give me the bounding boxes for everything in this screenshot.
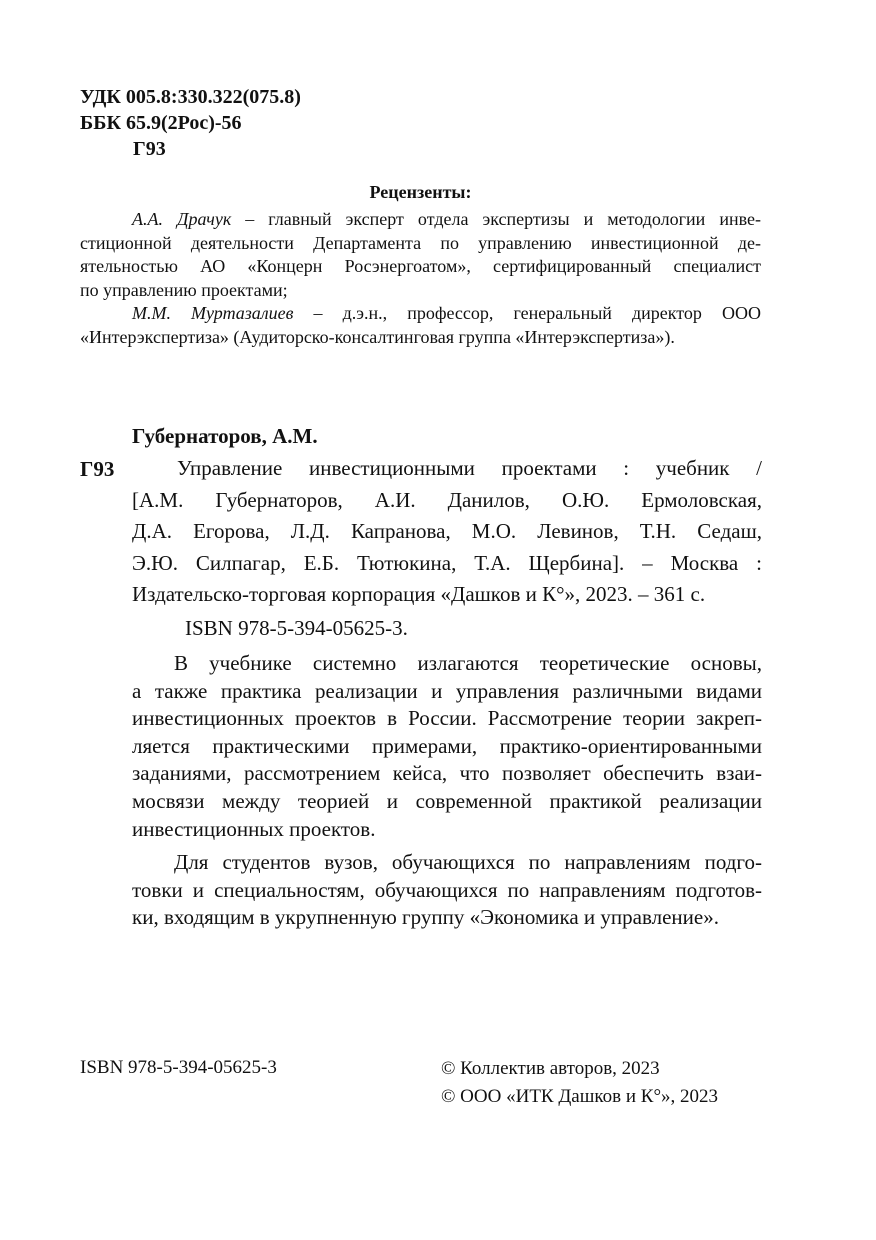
bbk-code: ББК 65.9(2Рос)-56	[80, 112, 242, 134]
annotation-line: ляется практическими примерами, практико-ориентированными	[132, 733, 762, 758]
annotation-line: а также практика реализации и управления различными видами	[132, 678, 762, 703]
reviewers-block	[80, 181, 761, 349]
reviewer-1-line: стиционной деятельности Департамента по управлению инвестиционной де-	[80, 232, 761, 253]
record-isbn: ISBN 978-5-394-05625-3.	[185, 616, 408, 640]
annotation-line: инвестиционных проектов в России. Рассмотрение теории закреп-	[132, 706, 762, 731]
record-cipher: Г93	[80, 457, 115, 481]
record-line: Издательско-торговая корпорация «Дашков и К°», 2023. – 361 с.	[132, 582, 706, 606]
reviewer-2-name: М.М. Муртазалиев	[132, 303, 294, 323]
record-author: Губернаторов, А.М.	[132, 424, 318, 448]
annotation-line: В учебнике системно излагаются теоретические основы,	[174, 651, 762, 675]
record-line: Э.Ю. Силпагар, Е.Б. Тютюкина, Т.А. Щербина]. – Москва :	[132, 550, 762, 575]
reviewer-2-line: «Интерэкспертиза» (Аудиторско-консалтинговая группа «Интерэкспертиза»).	[80, 326, 675, 347]
reviewer-1-name: А.А. Драчук	[132, 209, 232, 229]
author-mark: Г93	[133, 138, 166, 160]
copyright-publisher: © ООО «ИТК Дашков и К°», 2023	[441, 1086, 719, 1107]
annotation-line: ки, входящим в укрупненную группу «Экономика и управление».	[132, 905, 719, 930]
record-line: [А.М. Губернаторов, А.И. Данилов, О.Ю. Ермоловская,	[132, 487, 762, 512]
annotation-line: товки и специальностям, обучающихся по направлениям подготов-	[132, 877, 762, 902]
annotation-line: мосвязи между теорией и современной практикой реализации	[132, 788, 762, 813]
record-description	[132, 453, 762, 611]
classification-block	[80, 84, 301, 162]
reviewer-1-line: ятельностью АО «Концерн Росэнергоатом», сертифицированный специалист	[80, 256, 761, 276]
annotation	[132, 650, 762, 932]
copyright-block	[441, 1055, 718, 1111]
footer-isbn: ISBN 978-5-394-05625-3	[80, 1057, 277, 1078]
annotation-line: заданиями, рассмотрением кейса, что позволяет обеспечить взаи-	[132, 761, 762, 786]
annotation-line: инвестиционных проектов.	[132, 816, 376, 841]
reviewer-2-line: М.М. Муртазалиев – д.э.н., профессор, генеральный директор ООО	[132, 303, 761, 323]
reviewers-title: Рецензенты:	[369, 182, 472, 202]
record-line: Управление инвестиционными проектами : учебник /	[177, 456, 762, 480]
udk-code: УДК 005.8:330.322(075.8)	[80, 86, 301, 108]
record-line: Д.А. Егорова, Л.Д. Капранова, М.О. Левинов, Т.Н. Седаш,	[132, 519, 762, 543]
reviewer-1-line: по управлению проектами;	[80, 279, 288, 300]
reviewer-1-line: А.А. Драчук – главный эксперт отдела экспертизы и методологии инве-	[132, 209, 761, 229]
copyright-authors: © Коллектив авторов, 2023	[441, 1058, 660, 1079]
annotation-line: Для студентов вузов, обучающихся по направлениям подго-	[174, 850, 762, 875]
